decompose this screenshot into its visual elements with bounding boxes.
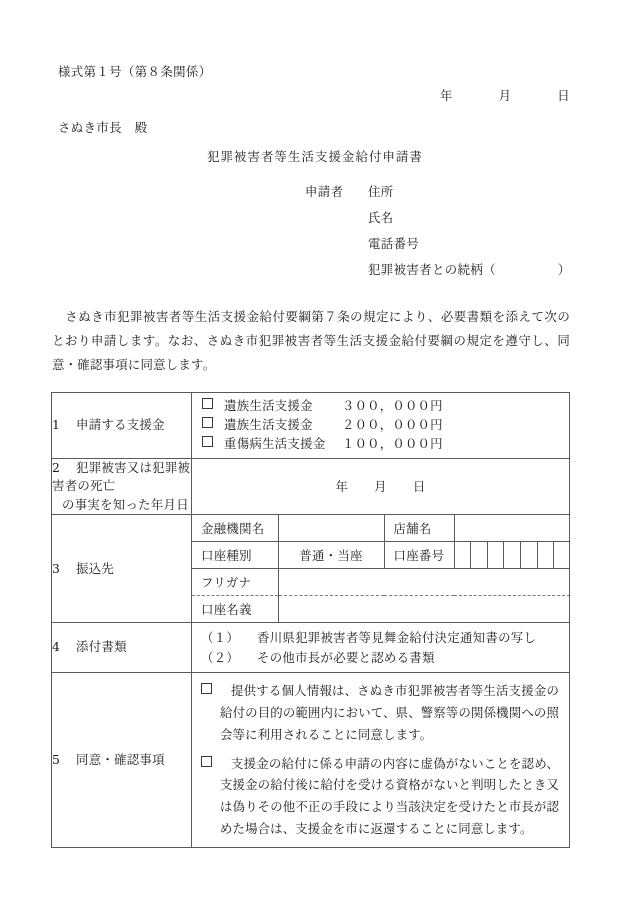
table-row-bank-transfer — [52, 515, 570, 623]
checkbox-icon[interactable] — [201, 756, 212, 767]
row4-label-cell — [52, 623, 192, 673]
account-number-label: 口座番号 — [384, 542, 454, 569]
row5-number: 5 — [52, 751, 61, 767]
row2-label-line1-wrap — [52, 459, 191, 496]
account-type-row — [192, 542, 570, 569]
application-table — [51, 392, 570, 848]
branch-value[interactable] — [454, 515, 570, 542]
account-number-box-group[interactable] — [455, 542, 571, 568]
header-date-month: 月 — [498, 88, 512, 103]
applicant-phone-row — [305, 234, 571, 260]
bank-name-value[interactable] — [278, 515, 384, 542]
account-digit-5[interactable] — [521, 542, 538, 568]
applicant-address-row — [305, 182, 571, 208]
attachment-marker-2: （２） — [201, 649, 240, 665]
row3-bank-cell — [192, 515, 570, 623]
bank-name-row — [192, 515, 570, 542]
checkbox-icon[interactable] — [201, 683, 212, 694]
attachment-item-1 — [201, 628, 569, 647]
branch-label: 店舗名 — [384, 515, 454, 542]
account-holder-value[interactable] — [278, 596, 570, 623]
attachment-marker-1: （１） — [201, 630, 240, 646]
applicant-name-row — [305, 208, 571, 234]
header-date-line — [440, 86, 570, 105]
row2-label-line2: の事実を知った年月日 — [62, 496, 189, 512]
row2-label-cell — [52, 458, 192, 515]
applicant-relation-row — [305, 260, 571, 286]
account-holder-row — [192, 596, 570, 623]
row3-label: 振込先 — [76, 560, 115, 576]
table-row-support-type — [52, 393, 570, 459]
header-date-year: 年 — [440, 88, 453, 103]
row2-date-month: 月 — [374, 478, 387, 494]
option-1-name: 遺族生活支援金 — [224, 398, 313, 413]
row3-label-cell — [52, 515, 192, 623]
applicant-phone-label: 電話番号 — [368, 236, 420, 251]
option-2-amount: ２００，０００円 — [342, 416, 443, 432]
attachment-item-2 — [201, 648, 569, 667]
option-3-name: 重傷病生活支援金 — [224, 435, 326, 451]
row5-label: 同意・確認事項 — [76, 751, 165, 767]
body-paragraph-text: さぬき市犯罪被害者等生活支援金給付要綱第７条の規定により、必要書類を添えて次のとおり申請します。なお、さぬき市犯罪被害者等生活支援金給付要綱の規定を遵守し、同意・確認事項に同意します。 — [52, 309, 570, 372]
applicant-relation-label: 犯罪被害者との続柄 — [368, 262, 484, 277]
row1-label: 申請する支援金 — [76, 416, 165, 432]
row3-number: 3 — [52, 560, 61, 576]
document-title: 犯罪被害者等生活支援金給付申請書 — [207, 149, 423, 164]
applicant-block — [305, 182, 571, 286]
furigana-value[interactable] — [278, 569, 570, 596]
account-digit-4[interactable] — [504, 542, 521, 568]
checkbox-icon[interactable] — [202, 417, 213, 428]
account-type-label: 口座種別 — [192, 542, 278, 569]
row4-label: 添付書類 — [76, 639, 127, 655]
option-1-amount: ３００，０００円 — [342, 398, 443, 413]
row2-number: 2 — [52, 459, 61, 475]
row4-items-cell — [192, 623, 570, 673]
row2-date-day: 日 — [412, 478, 426, 494]
bank-detail-table — [192, 515, 570, 622]
consent-item-1[interactable] — [201, 680, 559, 745]
row1-number: 1 — [52, 416, 61, 432]
attachment-text-2: その他市長が必要と認める書類 — [257, 649, 435, 665]
support-option-1[interactable] — [202, 397, 569, 416]
consent-text-2: 支援金の給付に係る申請の内容に虚偽がないことを認め、支援金の給付後に給付を受ける資格がないと判明したとき又は偽りその他不正の手段により当該決定を受けたと市長が認めた場合は、支援金を市に返還することに同意します。 — [220, 755, 559, 837]
account-digit-2[interactable] — [471, 542, 488, 568]
row1-label-cell — [52, 393, 192, 459]
option-2-name: 遺族生活支援金 — [224, 416, 313, 432]
account-digit-1[interactable] — [455, 542, 472, 568]
checkbox-icon[interactable] — [202, 398, 213, 409]
row2-label-line1: 犯罪被害又は犯罪被害者の死亡 — [52, 459, 191, 494]
applicant-address-label: 住所 — [368, 184, 394, 199]
row5-items-cell — [192, 673, 570, 848]
account-number-cells[interactable] — [454, 542, 570, 569]
attachment-list — [192, 623, 569, 672]
row2-date-cell[interactable] — [192, 458, 570, 515]
attachment-text-1: 香川県犯罪被害者等見舞金給付決定通知書の写し — [257, 630, 537, 646]
option-3-amount: １００，０００円 — [342, 435, 443, 451]
consent-list — [192, 673, 569, 847]
support-option-list — [192, 393, 569, 458]
body-paragraph — [52, 305, 570, 376]
row4-number: 4 — [52, 639, 61, 655]
support-option-2[interactable] — [202, 416, 569, 435]
consent-item-2[interactable] — [201, 753, 559, 840]
relation-open-paren: （ — [483, 262, 496, 277]
account-type-value[interactable]: 普通・当座 — [278, 542, 384, 569]
bank-name-label: 金融機関名 — [192, 515, 278, 542]
account-digit-3[interactable] — [488, 542, 505, 568]
table-row-incident-date — [52, 458, 570, 515]
furigana-label: フリガナ — [192, 569, 278, 596]
relation-close-paren: ） — [557, 262, 571, 277]
account-digit-7[interactable] — [554, 542, 570, 568]
form-number: 様式第１号（第８条関係） — [58, 64, 212, 79]
furigana-row — [192, 569, 570, 596]
header-date-day: 日 — [557, 88, 570, 103]
applicant-tag: 申請者 — [305, 184, 344, 199]
account-digit-6[interactable] — [538, 542, 555, 568]
consent-text-1: 提供する個人情報は、さぬき市犯罪被害者等生活支援金の給付の目的の範囲内において、県、警察等の関係機関への照会等に利用されることに同意します。 — [220, 683, 559, 742]
checkbox-icon[interactable] — [202, 436, 213, 447]
table-row-attachments — [52, 623, 570, 673]
addressee: さぬき市長 殿 — [58, 120, 148, 135]
applicant-name-label: 氏名 — [368, 210, 394, 225]
row5-label-cell — [52, 673, 192, 848]
support-option-3[interactable] — [202, 435, 569, 454]
row2-label-line2-wrap — [52, 496, 191, 515]
table-row-consent — [52, 673, 570, 848]
account-holder-label: 口座名義 — [192, 596, 278, 623]
row1-options-cell — [192, 393, 570, 459]
row2-date-year: 年 — [335, 478, 349, 494]
